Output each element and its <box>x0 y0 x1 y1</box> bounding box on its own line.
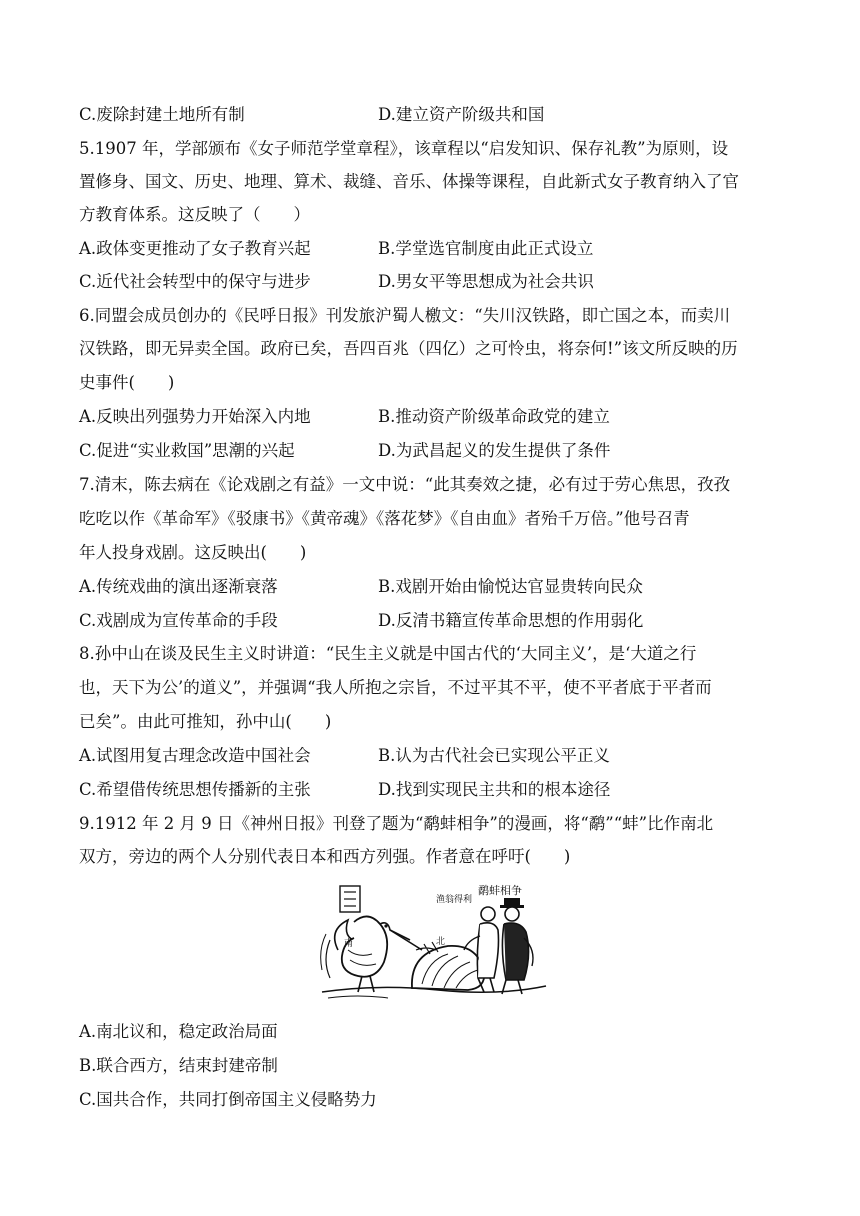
q7-option-a[interactable]: A.传统戏曲的演出逐渐衰落 <box>79 577 278 596</box>
q9-option-b[interactable]: B.联合西方，结束封建帝制 <box>79 1056 278 1075</box>
q5-stem-line-3: 方教育体系。这反映了（ ） <box>79 205 310 224</box>
onlooker-west-figure <box>500 898 533 994</box>
q6-option-c[interactable]: C.促进“实业救国”思潮的兴起 <box>79 441 295 460</box>
q5-stem-line-1: 5.1907 年，学部颁布《女子师范学堂章程》，该章程以“启发知识、保存礼教”为原则，设 <box>79 139 729 158</box>
q7-option-b[interactable]: B.戏剧开始由愉悦达官显贵转向民众 <box>378 577 643 596</box>
cartoon-label-south: 南 <box>344 939 354 949</box>
q7-options-row-ab <box>79 576 799 598</box>
q8-option-c[interactable]: C.希望借传统思想传播新的主张 <box>79 780 311 799</box>
cartoon-label-north: 北 <box>436 937 446 947</box>
q7-options-row-cd <box>79 610 799 632</box>
q9-stem-line-1: 9.1912 年 2 月 9 日《神州日报》刊登了题为“鹬蚌相争”的漫画，将“鹬”“蚌”比作南北 <box>79 814 714 833</box>
q4-option-c[interactable]: C.废除封建土地所有制 <box>79 105 245 124</box>
q5-option-c[interactable]: C.近代社会转型中的保守与进步 <box>79 272 311 291</box>
q6-option-a[interactable]: A.反映出列强势力开始深入内地 <box>79 407 311 426</box>
q8-option-b[interactable]: B.认为古代社会已实现公平正义 <box>378 746 610 765</box>
q6-stem-line-1: 6.同盟会成员创办的《民呼日报》刊发旅沪蜀人檄文：“失川汉铁路，即亡国之本，而卖川 <box>79 306 731 325</box>
q7-stem-line-2: 吃吃以作《革命军》《驳康书》《黄帝魂》《落花梦》《自由血》者殆千万倍。”他号召青 <box>79 509 690 528</box>
q8-options-row-cd <box>79 779 799 801</box>
q4-options-row-cd <box>79 104 799 126</box>
q8-option-a[interactable]: A.试图用复古理念改造中国社会 <box>79 746 311 765</box>
q7-option-c[interactable]: C.戏剧成为宣传革命的手段 <box>79 611 278 630</box>
q6-stem-line-2: 汉铁路，即无异卖全国。政府已矣，吾四百兆（四亿）之可怜虫，将奈何!”该文所反映的历 <box>79 339 738 358</box>
q8-stem-line-1: 8.孙中山在谈及民生主义时讲道：“民生主义就是中国古代的‘大同主义’，是‘大道之行 <box>79 644 697 663</box>
q6-option-d[interactable]: D.为武昌起义的发生提供了条件 <box>378 441 611 460</box>
q5-options-row-ab <box>79 238 799 260</box>
q5-option-a[interactable]: A.政体变更推动了女子教育兴起 <box>79 239 311 258</box>
q8-options-row-ab <box>79 745 799 767</box>
q4-option-d[interactable]: D.建立资产阶级共和国 <box>378 105 545 124</box>
q9-option-a[interactable]: A.南北议和，稳定政治局面 <box>79 1022 278 1041</box>
q5-options-row-cd <box>79 271 799 293</box>
q6-stem-line-3: 史事件( ) <box>79 373 175 392</box>
q5-option-d[interactable]: D.男女平等思想成为社会共识 <box>378 272 594 291</box>
q7-option-d[interactable]: D.反清书籍宣传革命思想的作用弱化 <box>378 611 644 630</box>
q9-stem-line-2: 双方，旁边的两个人分别代表日本和西方列强。作者意在呼吁( ) <box>79 847 571 866</box>
clam-figure <box>412 942 484 990</box>
snipe-bird-figure <box>321 916 422 992</box>
cartoon-title: 鹬蚌相争 <box>478 884 522 897</box>
q8-stem-line-2: 也，天下为公’的道义”，并强调“我人所抱之宗旨，不过平其不平，使不平者底于平者而 <box>79 678 712 697</box>
q6-option-b[interactable]: B.推动资产阶级革命政党的建立 <box>378 407 610 426</box>
q8-stem-line-3: 已矣”。由此可推知，孙中山( ) <box>79 712 332 731</box>
q7-stem-line-3: 年人投身戏剧。这反映出( ) <box>79 543 307 562</box>
q9-option-c[interactable]: C.国共合作，共同打倒帝国主义侵略势力 <box>79 1090 377 1109</box>
cartoon-side-text: 渔翁得利 <box>436 895 473 905</box>
q5-option-b[interactable]: B.学堂选官制度由此正式设立 <box>378 239 594 258</box>
q6-options-row-ab <box>79 406 799 428</box>
q6-options-row-cd <box>79 440 799 462</box>
snipe-clam-cartoon <box>318 880 550 1004</box>
q5-stem-line-2: 置修身、国文、历史、地理、算术、裁缝、音乐、体操等课程，自此新式女子教育纳入了官 <box>79 172 739 191</box>
q8-option-d[interactable]: D.找到实现民主共和的根本途径 <box>378 780 611 799</box>
q7-stem-line-1: 7.清末，陈去病在《论戏剧之有益》一文中说：“此其奏效之捷，必有过于劳心焦思，孜孜 <box>79 475 731 494</box>
